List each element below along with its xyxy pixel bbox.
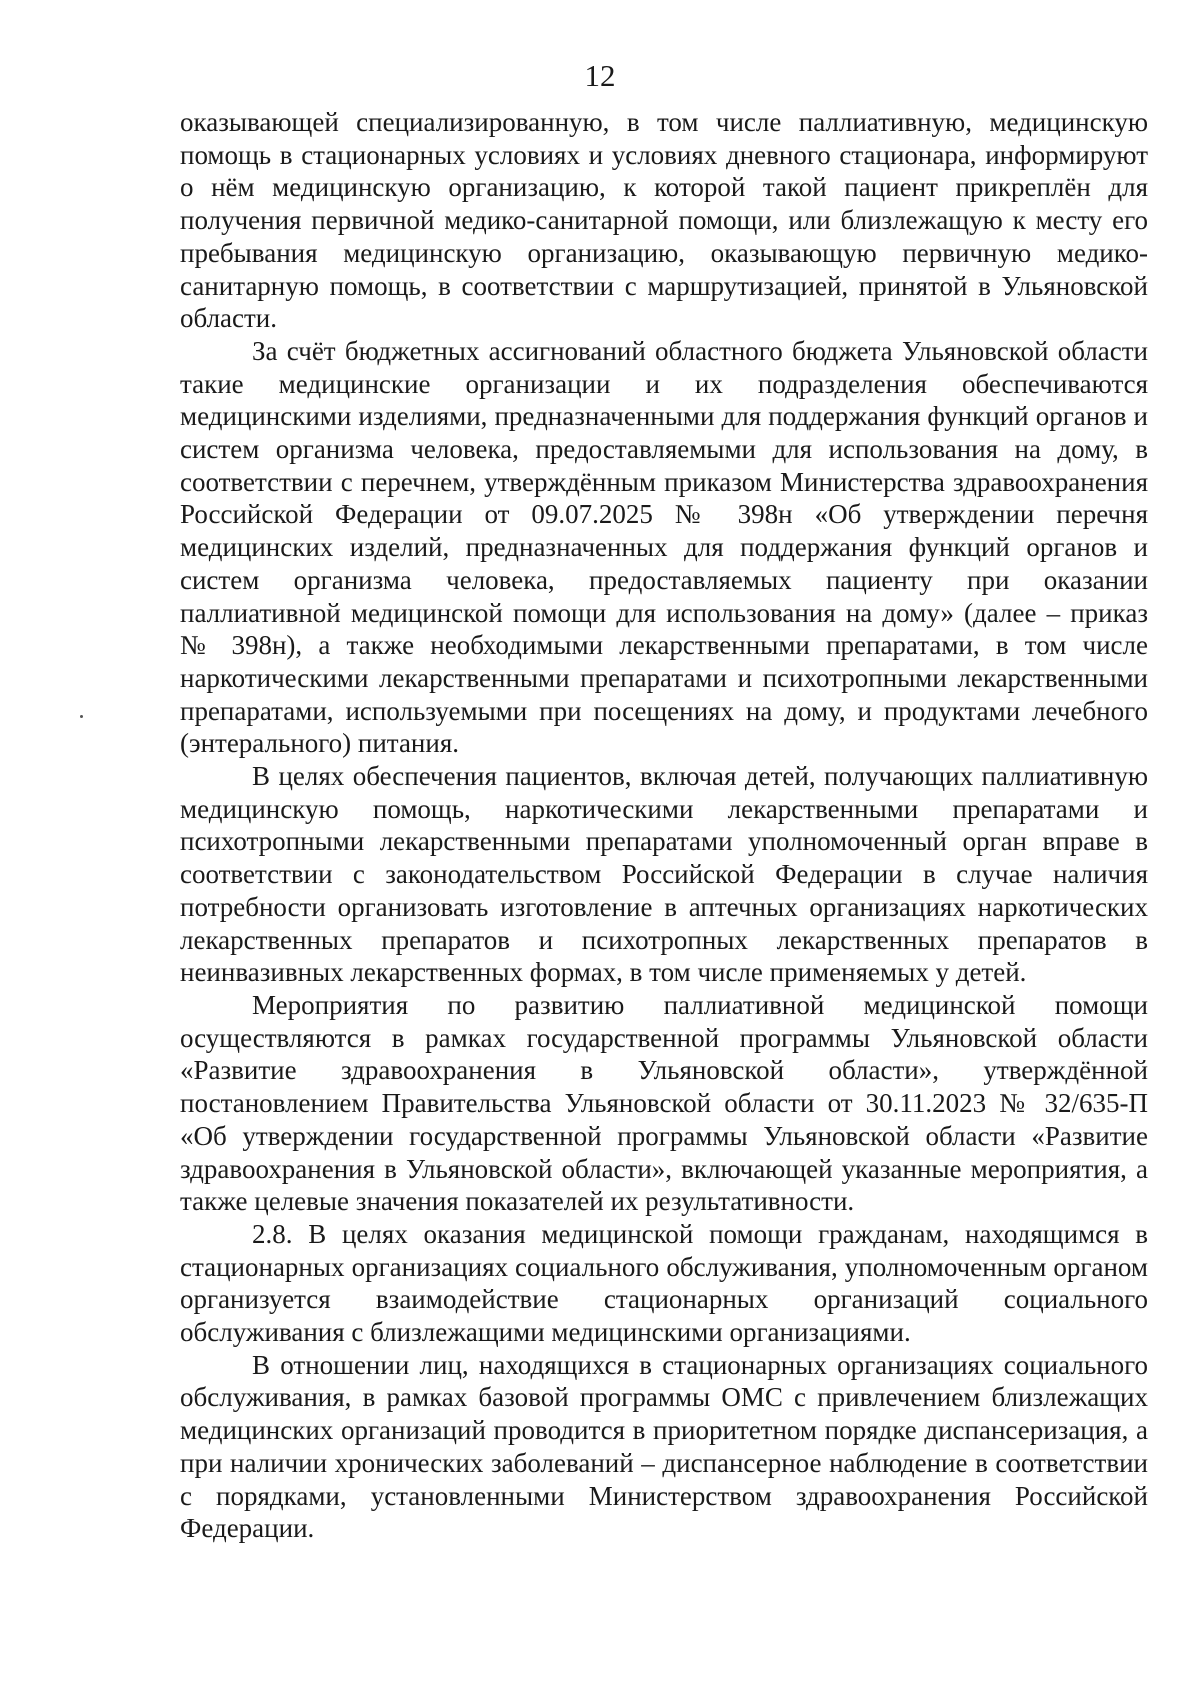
paragraph-narcotic-provision: В целях обеспечения пациентов, включая детей, получающих паллиативную медицинскую помощь, наркотическими лекарственными препаратами и психотропными лекарственными препаратами уполномоченный орган вправе в соответствии с законодательством Российской Федерации в случае наличия потребности организовать изготовление в аптечных организациях наркотических лекарственных препаратов и психотропных лекарственных препаратов в неинвазивных лекарственных формах, в том числе применяемых у детей. [180,761,1148,988]
paragraph-dispensary-observation: В отношении лиц, находящихся в стационарных организациях социального обслуживания, в рамках базовой программы ОМС с привлечением близлежащих медицинских организаций проводится в приоритетном порядке диспансеризация, а при наличии хронических заболеваний – диспансерное наблюдение в соответствии с порядками, установленными Министерством здравоохранения Российской Федерации. [180,1349,1148,1544]
scan-speck [80,715,83,718]
paragraph-continuation: оказывающей специализированную, в том числе паллиативную, медицинскую помощь в стационарных условиях и условиях дневного стационара, информируют о нём медицинскую организацию, к которой такой пациент прикреплён для получения первичной медико-санитарной помощи, или близлежащую к месту его пребывания медицинскую организацию, оказывающую первичную медико-санитарную помощь, в соответствии с маршрутизацией, принятой в Ульяновской области. [180,107,1148,334]
paragraph-state-program: Мероприятия по развитию паллиативной медицинской помощи осуществляются в рамках государственной программы Ульяновской области «Развитие здравоохранения в Ульяновской области», утверждённой постановлением Правительства Ульяновской области от 30.11.2023 № 32/635-П «Об утверждении государственной программы Ульяновской области «Развитие здравоохранения в Ульяновской области», включающей указанные мероприятия, а также целевые значения показателей их результативности. [180,989,1148,1217]
document-text-body [180,106,1148,1545]
page-number: 12 [584,58,616,93]
paragraph-budget-allocations: За счёт бюджетных ассигнований областного бюджета Ульяновской области такие медицинские организации и их подразделения обеспечиваются медицинскими изделиями, предназначенными для поддержания функций органов и систем организма человека, предоставляемыми для использования на дому, в соответствии с перечнем, утверждённым приказом Министерства здравоохранения Российской Федерации от 09.07.2025 № 398н «Об утверждении перечня медицинских изделий, предназначенных для поддержания функций органов и систем организма человека, предоставляемых пациенту при оказании паллиативной медицинской помощи для использования на дому» (далее – приказ № 398н), а также необходимыми лекарственными препаратами, в том числе наркотическими лекарственными препаратами и психотропными лекарственными препаратами, используемыми при посещениях на дому, и продуктами лечебного (энтерального) питания. [180,335,1148,759]
paragraph-section-2-8: 2.8. В целях оказания медицинской помощи гражданам, находящимся в стационарных организациях социального обслуживания, уполномоченным органом организуется взаимодействие стационарных организаций социального обслуживания с близлежащими медицинскими организациями. [180,1218,1148,1348]
